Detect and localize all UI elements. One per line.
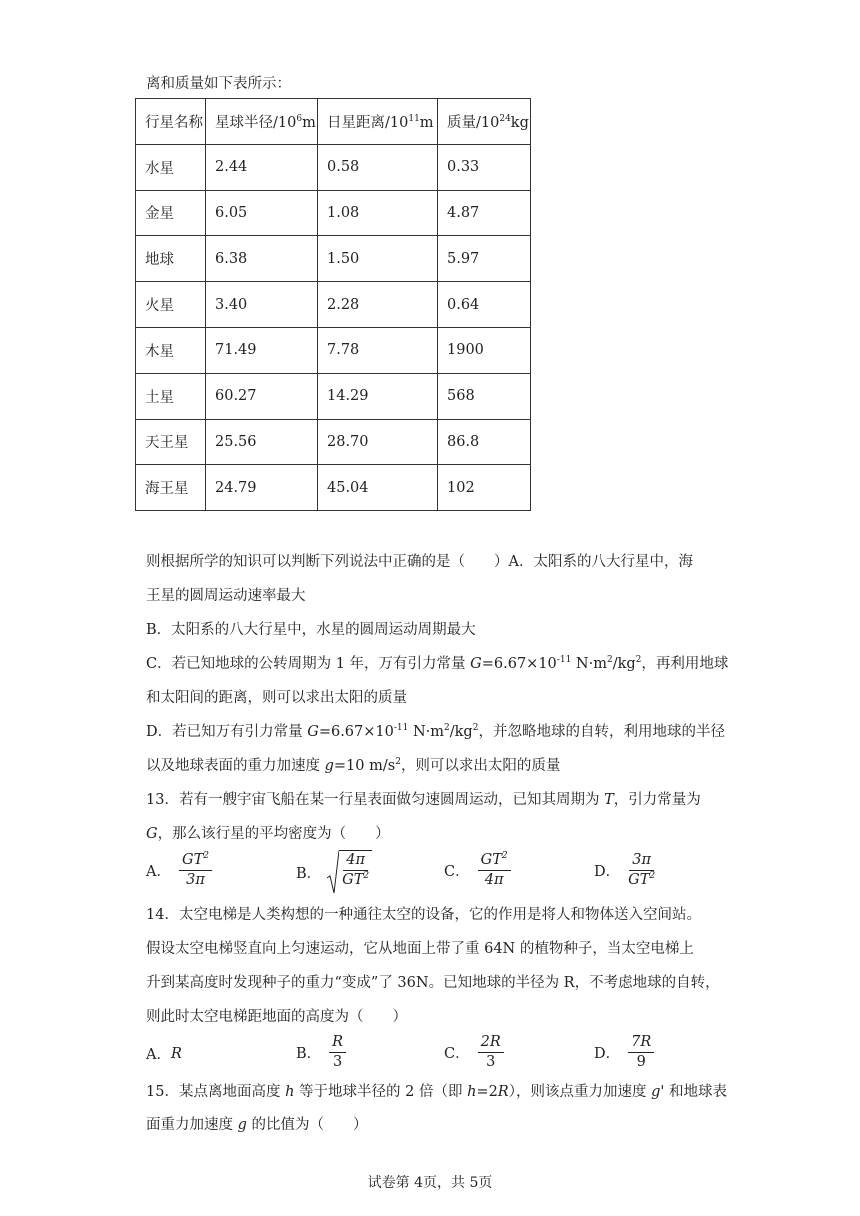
- q13-option-b: B． $\frac{4\pi}{GT^2}$: [296, 850, 372, 894]
- cell-planet-name: 木星: [136, 327, 206, 373]
- q14-d-fraction: $\frac{7R}{9}$: [628, 1034, 654, 1071]
- cell-planet-name: 地球: [136, 236, 206, 282]
- q13-option-c: C． $\frac{GT^2}{4\pi}$: [444, 852, 511, 889]
- cell-planet-name: 水星: [136, 144, 206, 190]
- q15-line-2: 面重力加速度 g 的比值为（ ）: [146, 1117, 368, 1133]
- q12-option-c-line-2: 和太阳间的距离，则可以求出太阳的质量: [146, 690, 407, 706]
- cell-distance: 7.78: [318, 327, 438, 373]
- cell-mass: 0.33: [438, 144, 531, 190]
- cell-distance: 1.08: [318, 190, 438, 236]
- header-distance: 日星距离$/10^{11}m$: [318, 99, 438, 145]
- cell-radius: 24.79: [206, 465, 318, 511]
- table-row: [136, 419, 531, 465]
- cell-radius: 2.44: [206, 144, 318, 190]
- table-row: [136, 465, 531, 511]
- header-radius: 星球半径$/10^6m$: [206, 99, 318, 145]
- table-row: [136, 190, 531, 236]
- table-header-row: [136, 99, 531, 145]
- q12-option-c-line-1: C．若已知地球的公转周期为 1 年，万有引力常量 $G=6.67\times 10^{-11}$ $N\cdot m^2/kg^2$，再利用地球: [146, 655, 729, 672]
- q13-line-1: 13．若有一艘宇宙飞船在某一行星表面做匀速圆周运动，已知其周期为 T，引力常量为: [146, 792, 701, 808]
- q13-option-d: D． $\frac{3\pi}{GT^2}$: [594, 852, 656, 888]
- table-row: [136, 236, 531, 282]
- q12-option-d-line-1: D．若已知万有引力常量 $G=6.67\times 10^{-11}$ $N\cdot m^2/kg^2$，并忽略地球的自转，利用地球的半径: [146, 723, 725, 740]
- planet-table: [135, 98, 531, 511]
- header-mass: 质量$/10^{24}kg$: [438, 99, 531, 145]
- q13-b-sqrt: $\frac{4\pi}{GT^2}$: [327, 850, 372, 894]
- page-footer: 试卷第 4页，共 5页: [367, 1175, 493, 1191]
- q14-line-1: 14．太空电梯是人类构想的一种通往太空的设备，它的作用是将人和物体送入空间站。: [146, 907, 701, 923]
- q14-c-fraction: $\frac{2R}{3}$: [478, 1034, 504, 1071]
- table-row: [136, 327, 531, 373]
- q13-d-fraction: $\frac{3\pi}{GT^2}$: [628, 852, 656, 888]
- cell-distance: 0.58: [318, 144, 438, 190]
- cell-distance: 2.28: [318, 282, 438, 328]
- cell-mass: 4.87: [438, 190, 531, 236]
- q14-option-d: D． $\frac{7R}{9}$: [594, 1034, 654, 1071]
- table-row: [136, 144, 531, 190]
- q13-a-fraction: $\frac{GT^2}{3\pi}$: [179, 852, 212, 889]
- cell-radius: 3.40: [206, 282, 318, 328]
- cell-radius: 60.27: [206, 373, 318, 419]
- intro-line: 离和质量如下表所示：: [146, 76, 291, 92]
- cell-mass: 5.97: [438, 236, 531, 282]
- q14-b-fraction: $\frac{R}{3}$: [329, 1034, 346, 1071]
- sqrt-radical-icon: [327, 850, 339, 894]
- q15-line-1: 15．某点离地面高度 h 等于地球半径的 2 倍（即 h=2R），则该点重力加速度 g' 和地球表: [146, 1084, 727, 1100]
- cell-distance: 14.29: [318, 373, 438, 419]
- header-planet-name: 行星名称: [136, 99, 206, 145]
- cell-mass: 102: [438, 465, 531, 511]
- q14-option-c: C． $\frac{2R}{3}$: [444, 1034, 504, 1071]
- cell-distance: 45.04: [318, 465, 438, 511]
- cell-radius: 6.38: [206, 236, 318, 282]
- cell-planet-name: 火星: [136, 282, 206, 328]
- q14-line-4: 则此时太空电梯距地面的高度为（ ）: [146, 1009, 407, 1025]
- q13-c-fraction: $\frac{GT^2}{4\pi}$: [478, 852, 511, 889]
- table-row: [136, 282, 531, 328]
- cell-radius: 71.49: [206, 327, 318, 373]
- q12-line-2: 王星的圆周运动速率最大: [146, 588, 306, 604]
- cell-distance: 28.70: [318, 419, 438, 465]
- cell-radius: 6.05: [206, 190, 318, 236]
- cell-radius: 25.56: [206, 419, 318, 465]
- cell-planet-name: 金星: [136, 190, 206, 236]
- q12-option-d-line-2: 以及地球表面的重力加速度 g=10 $m/s^2$，则可以求出太阳的质量: [146, 757, 561, 774]
- q14-line-3: 升到某高度时发现种子的重力“变成”了 36N。已知地球的半径为 R，不考虑地球的自转，: [146, 975, 720, 991]
- cell-planet-name: 土星: [136, 373, 206, 419]
- cell-distance: 1.50: [318, 236, 438, 282]
- q12-option-b: B．太阳系的八大行星中，水星的圆周运动周期最大: [146, 622, 476, 638]
- table-row: [136, 373, 531, 419]
- q14-option-a: A． R: [146, 1045, 182, 1063]
- cell-mass: 0.64: [438, 282, 531, 328]
- q12-line-1: 则根据所学的知识可以判断下列说法中正确的是（ ）A．太阳系的八大行星中，海: [146, 554, 693, 570]
- q14-option-b: B． $\frac{R}{3}$: [296, 1034, 346, 1071]
- cell-planet-name: 天王星: [136, 419, 206, 465]
- q13-option-a: A． $\frac{GT^2}{3\pi}$: [146, 852, 212, 889]
- q14-line-2: 假设太空电梯竖直向上匀速运动，它从地面上带了重 64N 的植物种子，当太空电梯上: [146, 941, 694, 957]
- q13-line-2: G，那么该行星的平均密度为（ ）: [146, 826, 390, 842]
- cell-mass: 1900: [438, 327, 531, 373]
- cell-mass: 568: [438, 373, 531, 419]
- cell-mass: 86.8: [438, 419, 531, 465]
- cell-planet-name: 海王星: [136, 465, 206, 511]
